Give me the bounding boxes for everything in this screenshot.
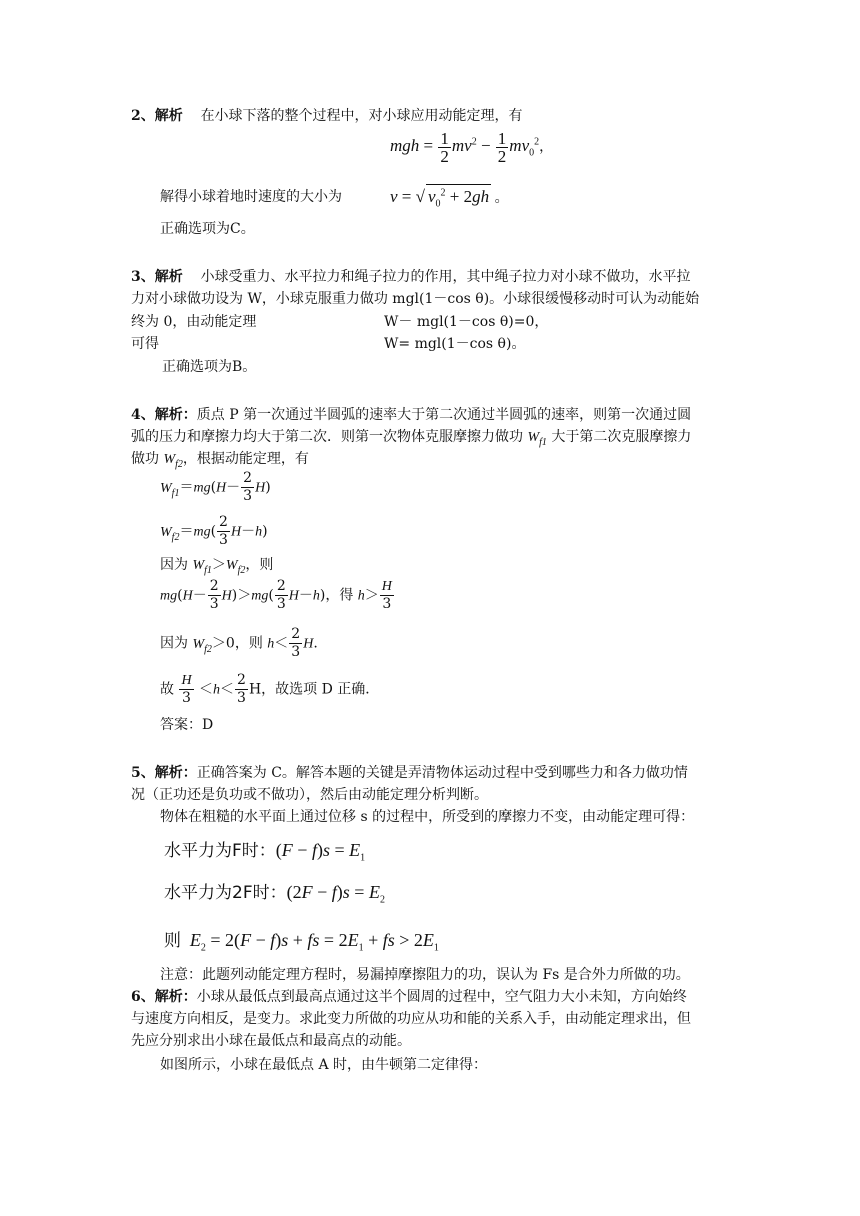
section-2-solve-text: 解得小球着地时速度的大小为 bbox=[160, 189, 342, 205]
section-6-line2: 与速度方向相反，是变力。求此变力所做的功应从功和能的关系入手，由动能定理求出，但 bbox=[131, 1011, 691, 1027]
section-6-label: 6、解析： bbox=[131, 989, 197, 1005]
section-3-line4b: W= mgl(1－cos θ)。 bbox=[384, 336, 526, 352]
section-4-label: 4、解析： bbox=[131, 407, 197, 423]
section-3-answer: 正确选项为B。 bbox=[162, 359, 257, 375]
section-6-line4: 如图所示，小球在最低点 A 时，由牛顿第二定律得： bbox=[160, 1057, 488, 1073]
section-3-line3a: 终为 0，由动能定理 bbox=[131, 314, 257, 330]
section-5-eq3: 则 $E_2 = 2(F - f)s$ + fs = $2E_1$ + fs > $2E_1$ bbox=[164, 930, 439, 954]
section-4-because2: 因为 $W_{f2}>0$，则 h＜ $\frac{2}{3}$ H. bbox=[160, 626, 318, 660]
section-4-because1: 因为 $W_{f1}>W_{f2}$，则 bbox=[160, 557, 274, 576]
section-6-line1: 6、解析：小球从最低点到最高点通过这半个圆周的过程中，空气阻力大小未知，方向始终 bbox=[131, 989, 687, 1005]
section-4-line1: 4、解析：质点 P 第一次通过半圆弧的速率大于第二次通过半圆弧的速率，则第一次通过圆 bbox=[131, 407, 692, 423]
section-6-line3: 先应分别求出小球在最低点和最高点的动能。 bbox=[131, 1033, 411, 1049]
section-2-eq2: v = √ $v_0^2 + 2gh$ 。 bbox=[390, 184, 509, 211]
section-4-eq1: $W_{f1}=mg(H-$ $\frac{2}{3}$ H) bbox=[160, 470, 271, 504]
section-5-line1: 5、解析：正确答案为 C。解答本题的关键是弄清物体运动过程中受到哪些力和各力做功情 bbox=[131, 765, 688, 781]
section-2-label: 2、解析 bbox=[131, 108, 183, 124]
section-4-therefore: 故 $\frac{H}{3}$ ＜h＜ $\frac{2}{3}$ H，故选项 D 正确． bbox=[160, 672, 380, 706]
section-2-intro: 在小球下落的整个过程中，对小球应用动能定理，有 bbox=[200, 108, 523, 124]
section-5-eq1: 水平力为F时：$(F - f)s = E_1$ bbox=[164, 840, 366, 864]
section-5-line3: 物体在粗糙的水平面上通过位移 s 的过程中，所受到的摩擦力不变，由动能定理可得： bbox=[160, 809, 695, 825]
section-4-inequality: mg(H－ $\frac{2}{3}$ H)＞mg( $\frac{2}{3}$ H－h)，得 h＞ $\frac{H}{3}$ bbox=[160, 578, 392, 612]
section-5-label: 5、解析： bbox=[131, 765, 197, 781]
section-4-line3: 做功 $W_{f2}$，根据动能定理，有 bbox=[131, 451, 309, 470]
section-5-line2: 况（正功还是负功或不做功），然后由动能定理分析判断。 bbox=[131, 787, 488, 803]
section-2 bbox=[131, 107, 523, 125]
section-4-eq2: $W_{f2}=mg$( $\frac{2}{3}$ H－h) bbox=[160, 514, 268, 548]
section-2-answer: 正确选项为C。 bbox=[160, 221, 255, 237]
section-5-eq2: 水平力为2F时：$(2F - f)s = E_2$ bbox=[164, 882, 385, 906]
section-5-note: 注意：此题列动能定理方程时，易漏掉摩擦阻力的功，误认为 Fs 是合外力所做的功。 bbox=[160, 967, 690, 983]
section-4-answer: 答案：D bbox=[160, 717, 214, 733]
section-2-eq1: mgh = $\frac{1}{2}$ $mv^2$ − $\frac{1}{2}$ $mv_0^2$， bbox=[390, 128, 554, 166]
section-3-line2: 力对小球做功设为 W，小球克服重力做功 mgl(1－cos θ)。小球很缓慢移动时可认为动能始 bbox=[131, 291, 700, 307]
section-3-label: 3、解析 bbox=[131, 269, 183, 285]
section-4-line2: 弧的压力和摩擦力均大于第二次．则第一次物体克服摩擦力做功 $W_{f1}$ 大于第二次克服摩擦力 bbox=[131, 429, 692, 448]
section-3-line1: 3、解析 小球受重力、水平拉力和绳子拉力的作用，其中绳子拉力对小球不做功，水平拉 bbox=[131, 269, 691, 285]
section-3-line3b: W－ mgl(1－cos θ)=0， bbox=[384, 314, 549, 330]
section-3-line4a: 可得 bbox=[131, 336, 159, 352]
